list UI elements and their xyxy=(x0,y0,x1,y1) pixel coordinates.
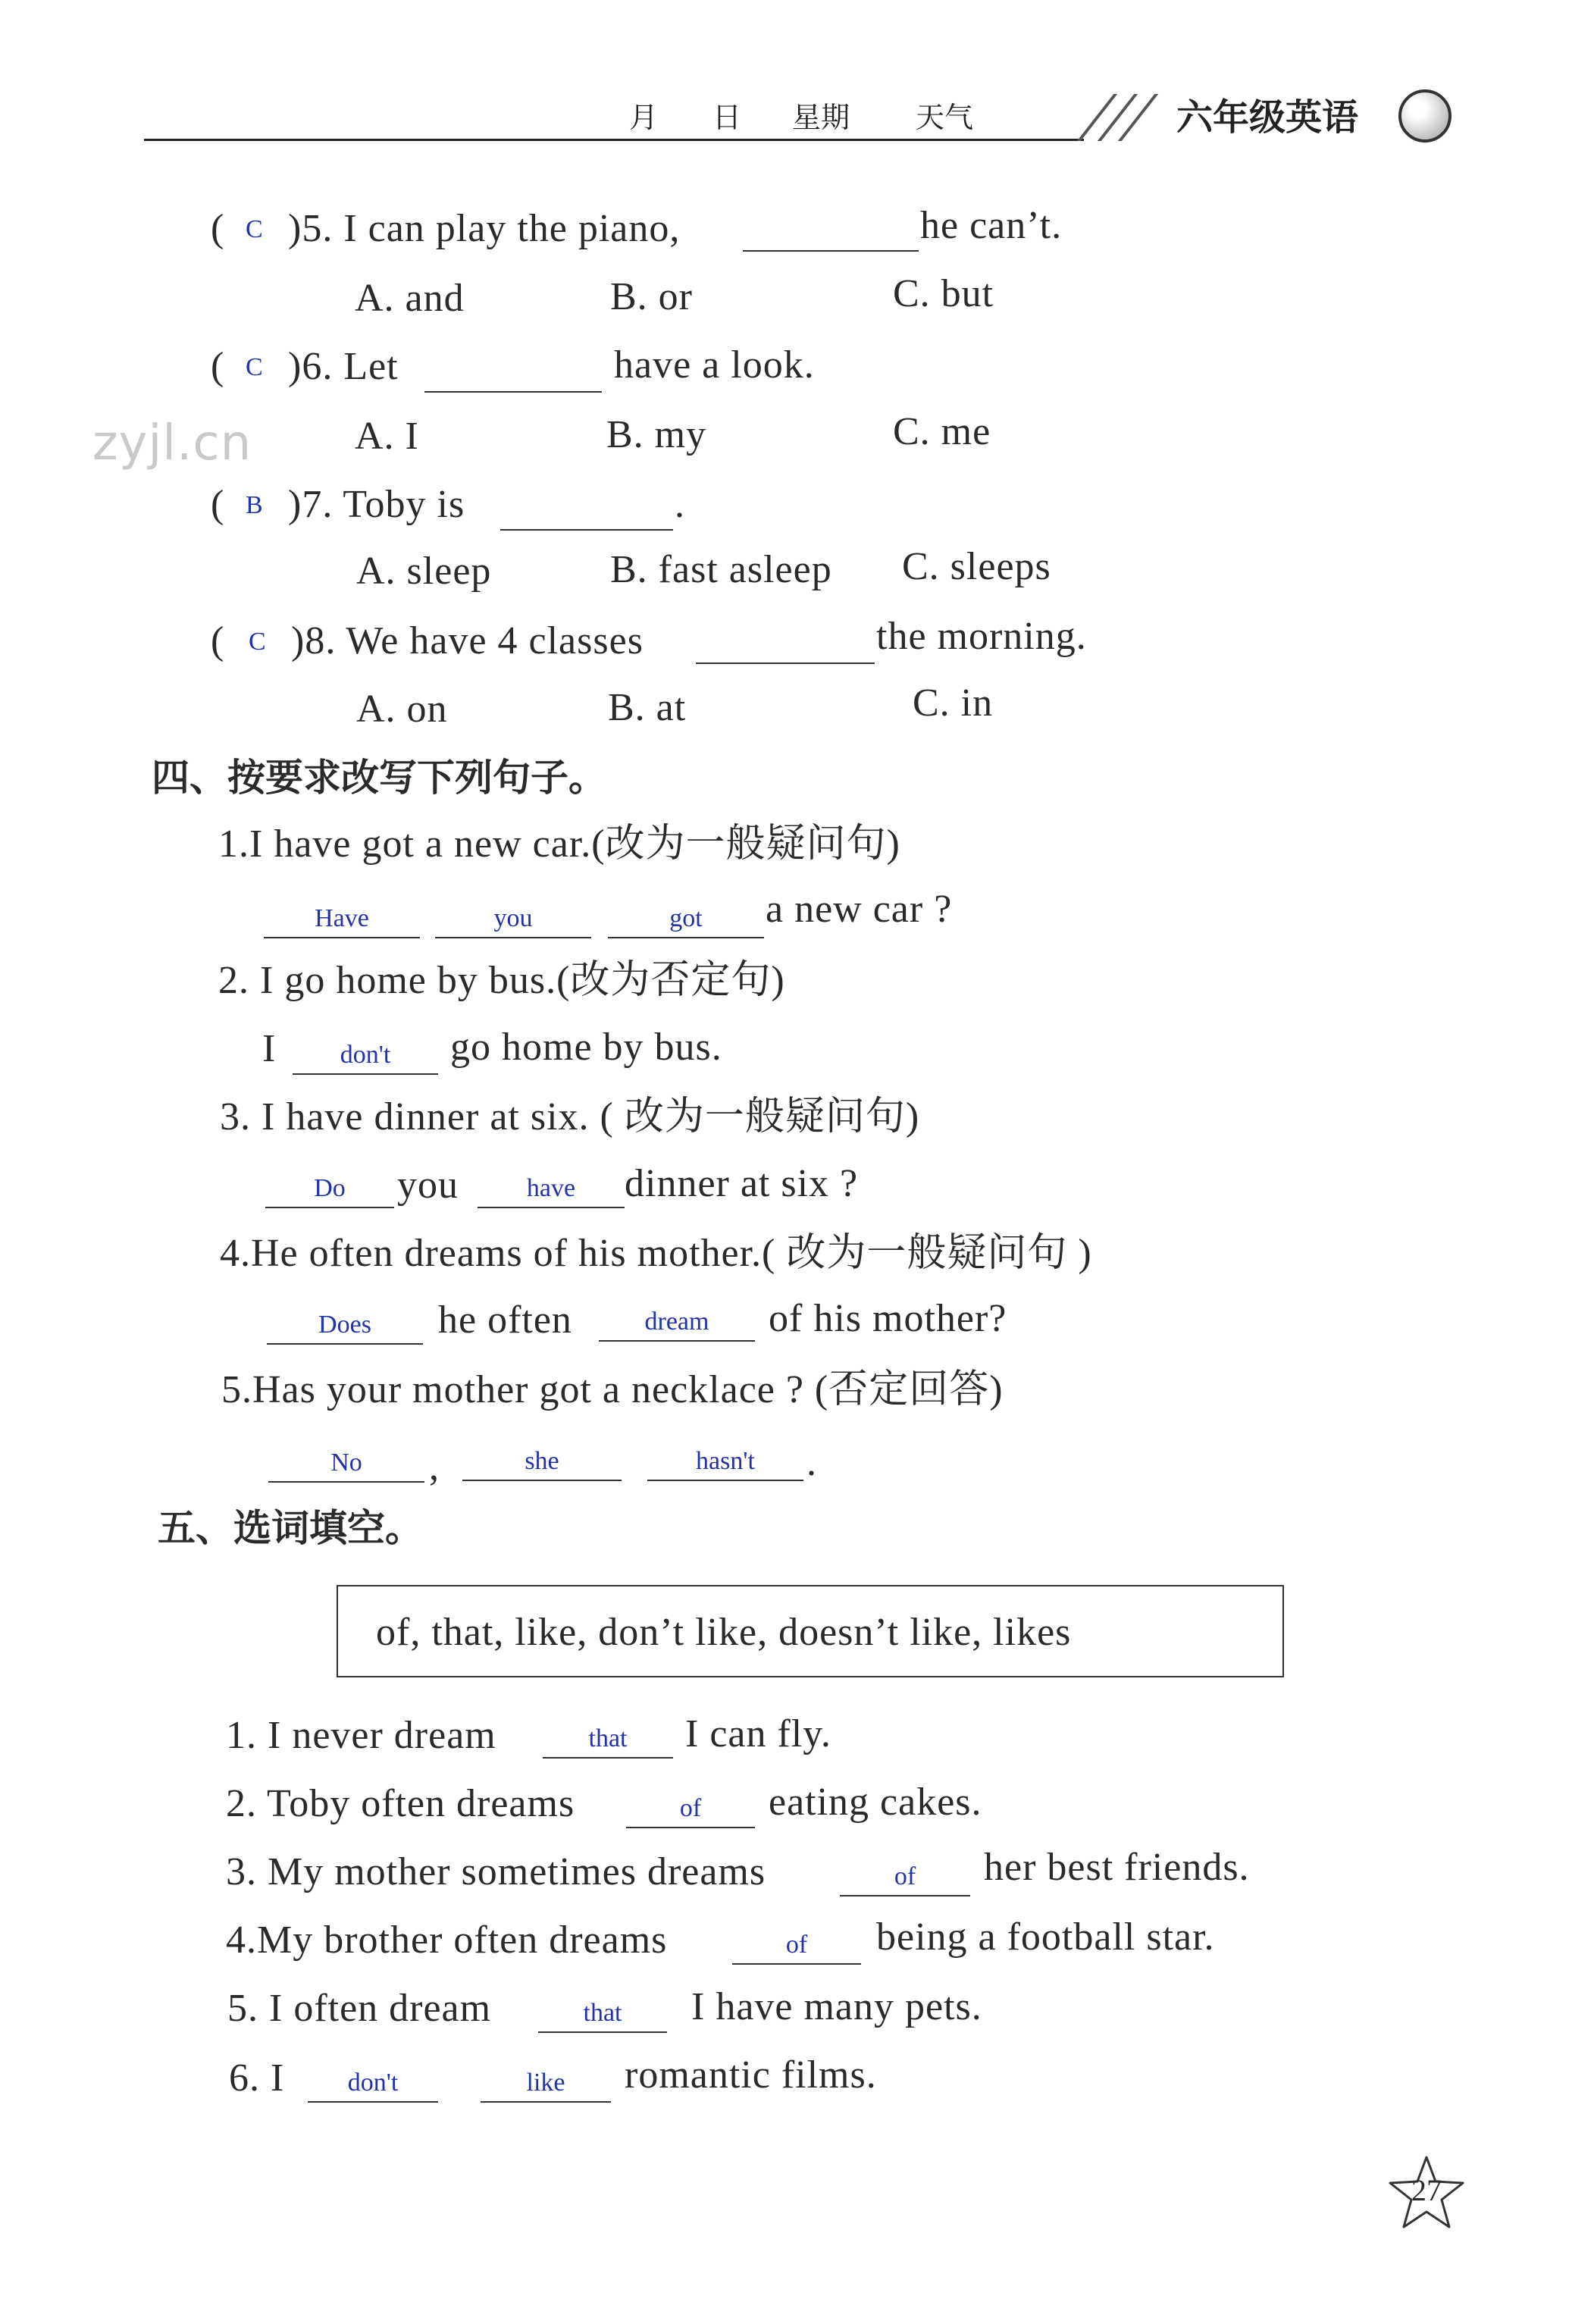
rewrite-mid: you xyxy=(397,1164,459,1207)
paren-open: ( xyxy=(211,345,225,388)
option-c: C. me xyxy=(893,410,991,453)
option-b: B. my xyxy=(606,413,707,456)
fill-lead: 1. I never dream xyxy=(226,1714,496,1757)
mc-stem-tail: . xyxy=(675,483,685,526)
header-weather-label: 天气 xyxy=(916,101,974,134)
paren-open: ( xyxy=(211,483,225,526)
answer-blank[interactable]: like xyxy=(481,2066,611,2103)
answer-blank[interactable]: don't xyxy=(293,1038,438,1075)
mc-stem: )6. Let xyxy=(288,345,399,388)
header-slash-2 xyxy=(1098,94,1138,141)
mc-stem: )5. I can play the piano, xyxy=(288,207,681,250)
header-slash-1 xyxy=(1077,94,1117,141)
rewrite-lead: I xyxy=(262,1027,277,1070)
fill-lead: 3. My mother sometimes dreams xyxy=(226,1850,766,1893)
mc-stem: )7. Toby is xyxy=(288,483,465,526)
option-a: A. on xyxy=(356,687,448,731)
option-b: B. fast asleep xyxy=(610,548,832,591)
answer-blank[interactable]: don't xyxy=(308,2066,438,2103)
option-a: A. and xyxy=(355,277,465,320)
answer-blank[interactable]: she xyxy=(462,1445,622,1481)
rewrite-tail: . xyxy=(806,1441,817,1484)
answer-blank[interactable]: you xyxy=(435,902,591,938)
answer-blank[interactable]: have xyxy=(478,1172,625,1208)
rewrite-tail: a new car ? xyxy=(766,888,953,931)
option-b: B. at xyxy=(608,686,687,729)
paren-open: ( xyxy=(211,207,225,250)
header-month-label: 月 xyxy=(629,101,659,134)
fill-lead: 2. Toby often dreams xyxy=(226,1782,575,1825)
rewrite-tail: dinner at six ? xyxy=(625,1162,859,1205)
section-4-heading: 四、按要求改写下列句子。 xyxy=(152,756,606,800)
header-rule xyxy=(144,139,1084,141)
rewrite-question: 1.I have got a new car.(改为一般疑问句) xyxy=(218,822,900,866)
mc-answer[interactable]: C xyxy=(246,215,263,243)
mc-stem: )8. We have 4 classes xyxy=(291,619,644,662)
mc-answer[interactable]: B xyxy=(246,491,263,519)
fill-tail: romantic films. xyxy=(625,2053,877,2097)
header-day-label: 日 xyxy=(712,101,742,134)
fill-tail: I have many pets. xyxy=(691,1985,982,2028)
answer-blank[interactable] xyxy=(424,356,602,393)
answer-blank[interactable]: of xyxy=(840,1860,970,1896)
answer-blank[interactable]: dream xyxy=(599,1305,755,1342)
rewrite-tail: go home by bus. xyxy=(450,1026,722,1069)
answer-blank[interactable] xyxy=(500,494,673,531)
fill-tail: eating cakes. xyxy=(769,1781,982,1824)
page-number: 27 xyxy=(1411,2173,1442,2207)
mc-stem-tail: have a look. xyxy=(614,343,815,387)
answer-blank[interactable]: that xyxy=(543,1722,673,1759)
option-b: B. or xyxy=(610,275,693,318)
word-bank: of, that, like, don’t like, doesn’t like, likes xyxy=(376,1611,1072,1654)
rewrite-comma: , xyxy=(429,1445,440,1489)
option-c: C. sleeps xyxy=(902,545,1051,588)
answer-blank[interactable]: Do xyxy=(265,1172,394,1208)
fill-lead: 5. I often dream xyxy=(227,1987,492,2030)
fill-tail: I can fly. xyxy=(685,1712,831,1756)
option-a: A. I xyxy=(355,415,419,458)
section-5-heading: 五、选词填空。 xyxy=(158,1506,423,1550)
answer-blank[interactable]: Does xyxy=(267,1308,423,1345)
header-title: 六年级英语 xyxy=(1176,96,1359,139)
answer-blank[interactable]: No xyxy=(268,1446,424,1483)
header-weekday-label: 星期 xyxy=(792,101,850,134)
rewrite-question: 4.He often dreams of his mother.( 改为一般疑问句 ) xyxy=(220,1232,1092,1275)
header-slash-3 xyxy=(1118,94,1158,141)
ball-icon xyxy=(1398,89,1452,143)
answer-blank[interactable]: of xyxy=(732,1928,861,1965)
option-c: C. but xyxy=(893,272,994,315)
fill-lead: 4.My brother often dreams xyxy=(226,1918,668,1962)
fill-lead: 6. I xyxy=(229,2056,285,2100)
fill-tail: her best friends. xyxy=(984,1846,1250,1889)
answer-blank[interactable]: hasn't xyxy=(647,1445,803,1481)
rewrite-question: 2. I go home by bus.(改为否定句) xyxy=(218,959,785,1002)
answer-blank[interactable]: Have xyxy=(264,902,420,938)
answer-blank[interactable] xyxy=(743,215,919,252)
rewrite-question: 3. I have dinner at six. ( 改为一般疑问句) xyxy=(220,1095,920,1139)
answer-blank[interactable]: that xyxy=(538,1997,667,2033)
rewrite-question: 5.Has your mother got a necklace ? (否定回答) xyxy=(221,1368,1004,1411)
answer-blank[interactable]: got xyxy=(608,902,764,938)
rewrite-tail: of his mother? xyxy=(769,1297,1007,1340)
answer-blank[interactable] xyxy=(696,628,875,664)
paren-open: ( xyxy=(211,619,225,662)
mc-answer[interactable]: C xyxy=(249,628,266,656)
mc-stem-tail: he can’t. xyxy=(920,204,1063,247)
mc-stem-tail: the morning. xyxy=(876,615,1087,658)
mc-answer[interactable]: C xyxy=(246,353,263,381)
rewrite-mid: he often xyxy=(438,1298,572,1342)
watermark: zyjl.cn xyxy=(92,415,252,471)
option-c: C. in xyxy=(913,681,994,725)
answer-blank[interactable]: of xyxy=(626,1792,755,1828)
fill-tail: being a football star. xyxy=(876,1915,1215,1959)
option-a: A. sleep xyxy=(356,550,492,593)
